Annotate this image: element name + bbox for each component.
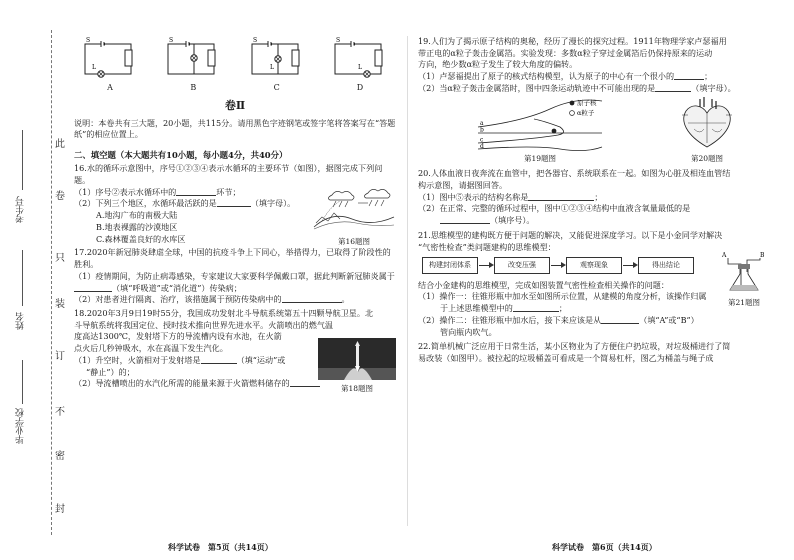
page-divider <box>407 36 408 526</box>
q19-q20-figures <box>418 97 768 166</box>
seal-char: 卷 <box>55 191 65 202</box>
q20-stem-2: 构示意图，请据图回答。 <box>418 180 508 191</box>
circuit-option-c <box>247 36 307 94</box>
tube-label-a: A <box>722 251 727 259</box>
flow-step-1: 构建封闭体系 <box>422 257 478 273</box>
question-17 <box>74 247 396 306</box>
q21-caption: 第21题图 <box>727 297 761 307</box>
q16-figure <box>312 187 396 248</box>
answer-blank[interactable] <box>513 303 559 312</box>
q22-stem-2: 易改装（如图甲）。被拉起的垃圾桶盖可看成是一个简易杠杆，图乙为桶盖与绳子成 <box>418 352 714 363</box>
q20-part1-text: （1）图中⑤表示的结构名称是 <box>418 191 529 202</box>
field-line <box>22 360 23 404</box>
answer-blank[interactable] <box>74 283 112 292</box>
question-16 <box>74 163 396 245</box>
q21-part1: （1）操作一：往锥形瓶中加水至如图所示位置，从建模的角度分析，该操作归属 <box>418 291 707 302</box>
q17-part1 <box>74 271 396 294</box>
q18-stem-4: 点火后几秒钟吸水，水在高温下发生汽化。 <box>74 343 228 354</box>
q19-caption: 第19题图 <box>523 154 557 164</box>
q18-part1-tail: （填“运动”或 <box>236 354 286 365</box>
binding-margin <box>0 0 65 560</box>
q21-instruction: 结合小金建构的思维模型，完成如图装置气密性检查相关操作的问题： <box>418 279 669 290</box>
q20-caption: 第20题图 <box>690 154 724 164</box>
q16-stem: 16.水的循环示意图中，序号①②③④表示水循环的主要环节（如图），据图完成下列问题。 <box>74 163 383 185</box>
q18-part1-cont: “静止”）的； <box>86 366 135 377</box>
option-label: D <box>356 83 364 92</box>
q16-part1-tail: 环节； <box>216 186 241 197</box>
answer-blank[interactable] <box>176 187 216 196</box>
answer-blank[interactable] <box>528 192 594 201</box>
conical-flask-apparatus-icon <box>720 250 768 294</box>
circuit-option-b <box>163 36 223 94</box>
circuit-diagram-icon <box>164 36 222 80</box>
field-school: 毕业学校 <box>16 408 26 444</box>
q21-part1-tail: ； <box>558 303 567 314</box>
seal-char: 密 <box>55 451 65 462</box>
q18-caption: 第18题图 <box>340 383 374 393</box>
q16-part1-text: （1）序号②表示水循环中的 <box>74 186 177 197</box>
q18-stem-3: 度高达1300℃，发射塔下方的导流槽内设有水池，在火箭 <box>74 331 282 342</box>
left-page <box>74 36 396 393</box>
lamp-label: L <box>357 64 362 71</box>
arrow-right-icon <box>622 261 638 269</box>
q20-part1-tail: ； <box>594 191 603 202</box>
legend-nucleus: 原子核 <box>577 98 597 107</box>
q19-part1 <box>418 71 768 83</box>
alpha-scattering-diagram-icon <box>474 97 606 151</box>
q21-part2-cont: 管向瓶内吹气。 <box>440 326 497 337</box>
q16-option-a: A.地沟广布的南极大陆 <box>96 210 178 221</box>
switch-label: S <box>335 37 341 44</box>
q19-figure <box>474 97 606 166</box>
option-label: B <box>190 83 197 92</box>
question-20 <box>418 168 768 227</box>
path-label-c: c <box>480 136 484 144</box>
lamp-label: L <box>92 64 96 71</box>
binding-dashed-line <box>51 30 52 535</box>
rocket-launch-photo-icon <box>318 338 396 380</box>
q18-part1-text: （1）升空时，火箭相对于发射塔是 <box>74 354 201 365</box>
q16-option-b: B.地表裸露的沙漠地区 <box>96 221 178 232</box>
q21-part1-cont <box>418 303 768 315</box>
seal-char: 装 <box>55 299 65 310</box>
circuit-diagram-icon <box>248 36 306 80</box>
q18-stem-1: 18.2020年3月9日19时55分，我国成功发射北斗导航系统第五十四颗导航卫星。北 <box>74 308 374 318</box>
circuit-option-d <box>330 36 390 94</box>
answer-blank[interactable] <box>674 71 704 80</box>
q19-stem-2: 带正电的α粒子轰击金属箔。实验发现：多数α粒子穿过金属箔后仍保持原来的运动 <box>418 47 713 58</box>
seal-char: 此 <box>55 139 65 150</box>
answer-blank[interactable] <box>201 355 237 364</box>
right-footer: 科学试卷 第6页（共14页） <box>552 542 657 552</box>
question-18 <box>74 308 396 393</box>
seal-char: 封 <box>55 504 65 515</box>
flow-step-4: 得出结论 <box>638 257 694 273</box>
q21-part1-text: 于上述思维模型中的 <box>440 303 513 314</box>
seal-char: 不 <box>55 407 65 418</box>
option-label: A <box>107 83 113 92</box>
answer-blank[interactable] <box>440 215 490 224</box>
q16-option-c: C.森林覆盖良好的水库区 <box>96 233 186 244</box>
field-line <box>22 250 23 306</box>
q20-part1 <box>418 192 768 204</box>
answer-blank[interactable] <box>282 294 342 303</box>
q22-stem-1: 22.简单机械广泛应用于日常生活，某小区物业为了方便住户扔垃圾，对垃圾桶进行了简 <box>418 341 731 352</box>
question-19 <box>418 36 768 165</box>
q17-part1-tail: （填“呼吸道”或“消化道”）传染病； <box>112 282 242 293</box>
q17-part2-tail: 。 <box>341 294 350 305</box>
q20-part2-tail: （填序号）。 <box>490 215 535 226</box>
path-label-a: a <box>480 119 484 127</box>
answer-blank[interactable] <box>601 315 639 324</box>
path-label-b: b <box>480 126 484 134</box>
water-cycle-illustration-icon <box>312 187 396 233</box>
q21-stem-2: “气密性检查”类问题建构的思维模型： <box>418 241 556 252</box>
question-22 <box>418 341 768 364</box>
circuit-diagram-icon <box>81 36 139 80</box>
field-name: 姓名 <box>16 312 26 330</box>
q16-caption: 第16题图 <box>337 236 371 246</box>
legend-alpha: α粒子 <box>577 108 595 117</box>
field-candidate-number: 考生号 <box>16 196 26 223</box>
option-label: C <box>273 83 280 92</box>
q19-part2-text: （2）当α粒子轰击金属箔时，图中四条运动轨迹中不可能出现的是 <box>418 82 656 93</box>
q19-part2 <box>418 83 768 95</box>
switch-label: S <box>169 37 174 44</box>
path-label-d: d <box>480 142 484 150</box>
q19-part2-tail: （填字母）。 <box>691 82 736 93</box>
q21-figure <box>720 250 768 309</box>
flow-step-2: 改变压强 <box>494 257 550 273</box>
lamp-label: L <box>269 64 274 71</box>
q17-stem: 17.2020年新冠肺炎肆虐全球，中国的抗疫斗争上下同心，举措得力，已取得了阶段性的胜利。 <box>74 247 391 270</box>
q21-stem-1: 21.思维模型的建构既方便于问题的解决，又能促进深度学习。以下是小金同学对解决 <box>418 229 723 240</box>
q17-part1-text: （1）疫情期间，为防止病毒感染，专家建议大家要科学佩戴口罩，据此判断新冠肺炎属于 <box>74 270 395 281</box>
left-footer: 科学试卷 第5页（共14页） <box>168 542 273 552</box>
section-title: 二、填空题（本大题共有10小题，每小题4分，共40分） <box>74 150 288 160</box>
q20-figure <box>676 97 738 166</box>
field-line <box>22 130 23 190</box>
heart-diagram-icon <box>676 97 738 151</box>
q18-part2-text: （2）导流槽喷出的水汽化所需的能量来源于火箭燃料储存的 <box>74 378 290 389</box>
circuit-option-a <box>80 36 140 94</box>
q19-stem-1: 19.人们为了揭示原子结构的奥秘，经历了漫长的探究过程。1911年物理学家卢瑟福用 <box>418 36 727 46</box>
thinking-model-flow <box>422 257 768 273</box>
q16-part2-tail: （填字母）。 <box>250 198 296 209</box>
seal-char: 只 <box>55 253 65 264</box>
q17-part2-text: （2）对患者进行隔离、治疗，该措施属于预防传染病中的 <box>74 294 282 305</box>
q20-part2-cont <box>418 215 768 227</box>
q19-part1-tail: ； <box>704 71 713 82</box>
answer-blank[interactable] <box>217 198 251 207</box>
circuit-options <box>74 36 396 94</box>
q21-part2-tail: （填“A”或“B”） <box>639 314 699 325</box>
instructions: 说明：本卷共有三大题，20小题，共115分。请用黑色字迹钢笔或签字笔将答案写在“答题纸”的相应位置上。 <box>74 117 396 140</box>
q17-part2 <box>74 294 396 306</box>
q21-part2 <box>418 315 768 327</box>
q16-part2-text: （2）下列三个地区，水循环最活跃的是 <box>74 198 217 209</box>
switch-label: S <box>86 37 91 44</box>
circuit-diagram-icon <box>331 36 389 80</box>
question-21 <box>418 230 768 338</box>
q20-part2 <box>418 203 768 215</box>
q19-stem-3: 方向，绝少数α粒子发生了较大角度的偏转。 <box>418 59 578 70</box>
tube-label-b: B <box>760 251 765 259</box>
right-page <box>418 36 768 365</box>
q18-stem-2: 斗导航系统将我国定位、授时技术推向世界先进水平。火箭喷出的燃气温 <box>74 319 334 330</box>
arrow-right-icon <box>550 261 566 269</box>
arrow-right-icon <box>478 261 494 269</box>
q20-part2-text: （2）在正常、完整的循环过程中，图中①②③④结构中血液含氧量最低的是 <box>418 203 691 214</box>
answer-blank[interactable] <box>655 83 691 92</box>
flow-step-3: 观察现象 <box>566 257 622 273</box>
switch-label: S <box>252 37 257 44</box>
answer-blank[interactable] <box>290 378 320 387</box>
q20-stem-1: 20.人体血液日夜奔流在血管中，把各器官、系统联系在一起。如图为心脏及相连血管结 <box>418 168 731 179</box>
q21-part2-text: （2）操作二：往锥形瓶中加水后，接下来应该是从 <box>418 314 602 325</box>
volume-title: 卷Ⅱ <box>224 98 246 112</box>
q18-figure <box>318 338 396 395</box>
seal-char: 订 <box>55 351 65 362</box>
q19-part1-text: （1）卢瑟福提出了原子的核式结构模型，认为原子的中心有一个很小的 <box>418 71 675 82</box>
